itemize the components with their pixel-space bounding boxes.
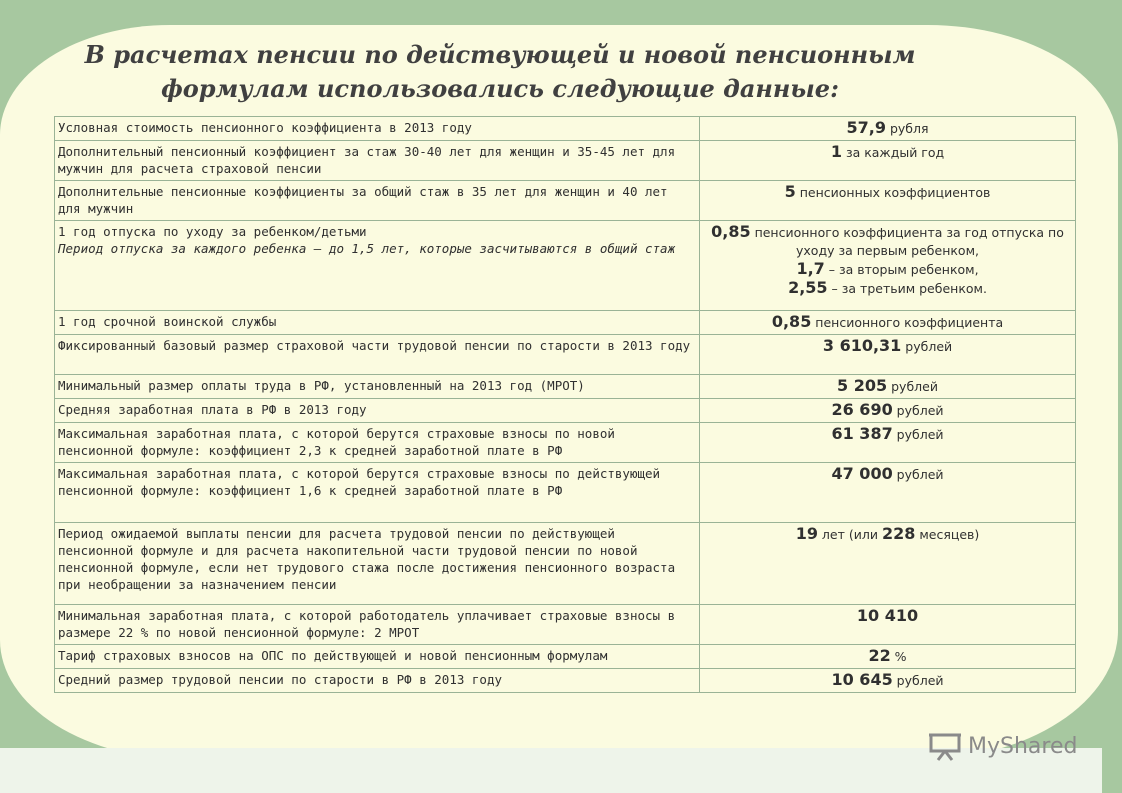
logo-text: MyShared bbox=[968, 733, 1078, 759]
page-title: В расчетах пенсии по действующей и новой пенсионным формулам использовались следующие данные: bbox=[84, 40, 916, 103]
presentation-board-icon bbox=[928, 731, 962, 761]
myshared-logo[interactable] bbox=[928, 729, 1088, 763]
table-row: Максимальная заработная плата, с которой берутся страховые взносы по новой пенсионной формуле: коэффициент 2,3 к средней заработной плате в РФ 61 387 рублей bbox=[55, 423, 1076, 463]
table-row: Минимальная заработная плата, с которой работодатель уплачивает страховые взносы в размере 22 % по новой пенсионной формуле: 2 МРОТ 10 410 bbox=[55, 605, 1076, 645]
table-row: Максимальная заработная плата, с которой берутся страховые взносы по действующей пенсионной формуле: коэффициент 1,6 к средней заработной плате в РФ 47 000 рублей bbox=[55, 463, 1076, 523]
pension-data-table bbox=[54, 116, 1076, 693]
table-row: Тариф страховых взносов на ОПС по действующей и новой пенсионным формулам 22 % bbox=[55, 645, 1076, 669]
table-row: 1 год срочной воинской службы 0,85 пенсионного коэффициента bbox=[55, 311, 1076, 335]
table-row: Условная стоимость пенсионного коэффициента в 2013 году 57,9 рубля bbox=[55, 117, 1076, 141]
table-row: Средняя заработная плата в РФ в 2013 году 26 690 рублей bbox=[55, 399, 1076, 423]
table-row: Дополнительные пенсионные коэффициенты за общий стаж в 35 лет для женщин и 40 лет для мужчин 5 пенсионных коэффициентов bbox=[55, 181, 1076, 221]
table-row: Период ожидаемой выплаты пенсии для расчета трудовой пенсии по действующей пенсионной формуле и для расчета накопительной части трудовой пенсии по новой пенсионной формуле, если нет трудового стажа после достижения пенсионного возраста при необращении за назначением пенсии 19 лет (или 228 месяцев) bbox=[55, 523, 1076, 605]
table-row: Дополнительный пенсионный коэффициент за стаж 30-40 лет для женщин и 35-45 лет для мужчин для расчета страховой пенсии 1 за каждый год bbox=[55, 141, 1076, 181]
table-row: Фиксированный базовый размер страховой части трудовой пенсии по старости в 2013 году 3 610,31 рублей bbox=[55, 335, 1076, 375]
table-row: Средний размер трудовой пенсии по старости в РФ в 2013 году 10 645 рублей bbox=[55, 669, 1076, 693]
table-row: 1 год отпуска по уходу за ребенком/детьми Период отпуска за каждого ребенка – до 1,5 лет, которые засчитываются в общий стаж 0,85 пенсионного коэффициента за год отпуска по уходу за первым ребенком, 1,7 – за вторым ребенком, 2,55 – за третьим ребенком. bbox=[55, 221, 1076, 311]
table-row: Минимальный размер оплаты труда в РФ, установленный на 2013 год (МРОТ) 5 205 рублей bbox=[55, 375, 1076, 399]
